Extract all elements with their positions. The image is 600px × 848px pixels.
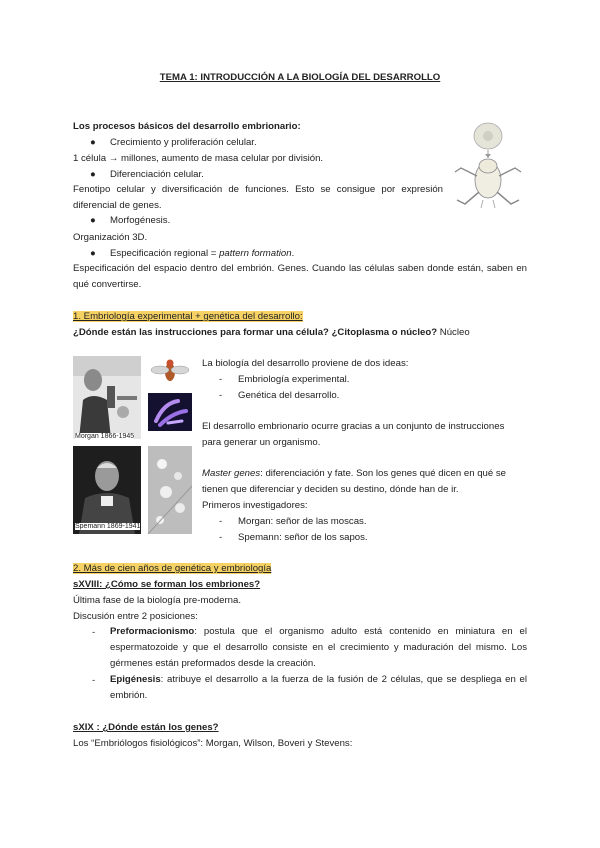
frog-embryo-illustration [447,120,529,210]
intro-text-4: Especificación del espacio dentro del embrión. Genes. Cuando las células saben donde están, saben en qué convertirse. [73,263,527,290]
section2-heading-text: 2. Más de cien años de genética y embriología [73,563,272,574]
preformacionismo-term: Preformacionismo [110,626,195,637]
bullet-pattern-post: . [291,248,295,259]
preformacionismo-text: : postula que el organismo adulto está contenido en miniatura en el espermatozoide y que el desarrollo consiste en el crecimiento y maduración del mismo. Los gérmenes están preformados desde la creación. [110,626,527,669]
question-text: ¿Dónde están las instrucciones para formar una célula? ¿Citoplasma o núcleo? [73,327,438,338]
dash: - [219,532,223,543]
master-genes-text [202,467,506,480]
section1-question [73,326,470,339]
bullet-dot: ● [90,137,96,148]
section1-heading-text: 1. Embriología experimental + genética del desarrollo: [73,311,303,322]
chromosome-photo [148,393,192,431]
spemann-photo [73,446,141,534]
bullet-dot: ● [90,248,96,259]
instructions-text-2: para generar un organismo. [202,437,321,448]
researchers-label: Primeros investigadores: [202,500,308,511]
fruit-fly-icon [148,356,192,388]
section2-sub1: sXVIII: ¿Cómo se forman los embriones? [73,579,261,590]
bullet-growth: Crecimiento y proliferación celular. [110,137,257,148]
section2-line2: Discusión entre 2 posiciones: [73,611,198,622]
dash: - [92,627,96,638]
section2-sub2: sXIX : ¿Dónde están los genes? [73,722,219,733]
preformacionismo-item [110,624,527,672]
intro-text-2: Fenotipo celular y diversificación de funciones. Esto se consigue por expresión diferencial de genes. [73,184,443,211]
epigenesis-term: Epigénesis [110,674,161,685]
morgan-caption: Morgan 1866-1945 [75,433,135,440]
embryo-cells-photo [148,446,192,534]
master-genes-term: Master genes [202,468,261,479]
page-title: TEMA 1: INTRODUCCIÓN A LA BIOLOGÍA DEL DESARROLLO [159,72,441,83]
bullet-dot: ● [90,215,96,226]
dash: - [219,390,223,401]
dash: - [92,675,96,686]
bullet-morphogenesis: Morfogénesis. [110,215,171,226]
bullet-dot: ● [90,169,96,180]
epigenesis-text: : atribuye el desarrollo a la fuerza de la fusión de 2 células, que se despliega en el embrión. [110,674,527,701]
bullet-differentiation: Diferenciación celular. [110,169,204,180]
spemann-portrait-icon [73,446,141,534]
morgan-portrait-icon [73,356,141,439]
section2-line3: Los “Embriólogos fisiológicos”: Morgan, Wilson, Boveri y Stevens: [73,738,353,749]
fly-photo [148,356,192,388]
master-genes-def: : diferenciación y fate. Son los genes qué dicen en qué se [260,468,506,479]
idea-embriologia: Embriología experimental. [238,374,350,385]
instructions-text-1: El desarrollo embrionario ocurre gracias a un conjunto de instrucciones [202,421,505,432]
section2-line1: Última fase de la biología pre-moderna. [73,595,241,606]
epigenesis-item [110,672,527,704]
researcher-spemann: Spemann: señor de los sapos. [238,532,368,543]
researcher-morgan: Morgan: señor de las moscas. [238,516,367,527]
bullet-pattern [110,247,294,260]
bullet-pattern-pre: Especificación regional = [110,248,220,259]
intro-text-1: 1 célula → millones, aumento de masa celular por división. [73,153,324,164]
section1-heading [73,310,303,323]
dash: - [219,374,223,385]
intro-heading: Los procesos básicos del desarrollo embrionario: [73,121,301,132]
idea-genetica: Genética del desarrollo. [238,390,340,401]
morgan-photo [73,356,141,439]
chromosome-icon [148,393,192,431]
frog-embryo-icon [447,120,529,210]
master-genes-text-2: tienen que diferenciar y deciden su destino, dónde han de ir. [202,484,459,495]
origin-text: La biología del desarrollo proviene de dos ideas: [202,358,409,369]
pattern-formation-term: pattern formation [219,248,292,259]
spemann-caption: Spemann 1869-1941 [75,523,141,530]
embryo-cells-icon [148,446,192,534]
section2-heading [73,562,271,575]
question-answer: Núcleo [437,327,470,338]
intro-text-3: Organización 3D. [73,232,148,243]
dash: - [219,516,223,527]
